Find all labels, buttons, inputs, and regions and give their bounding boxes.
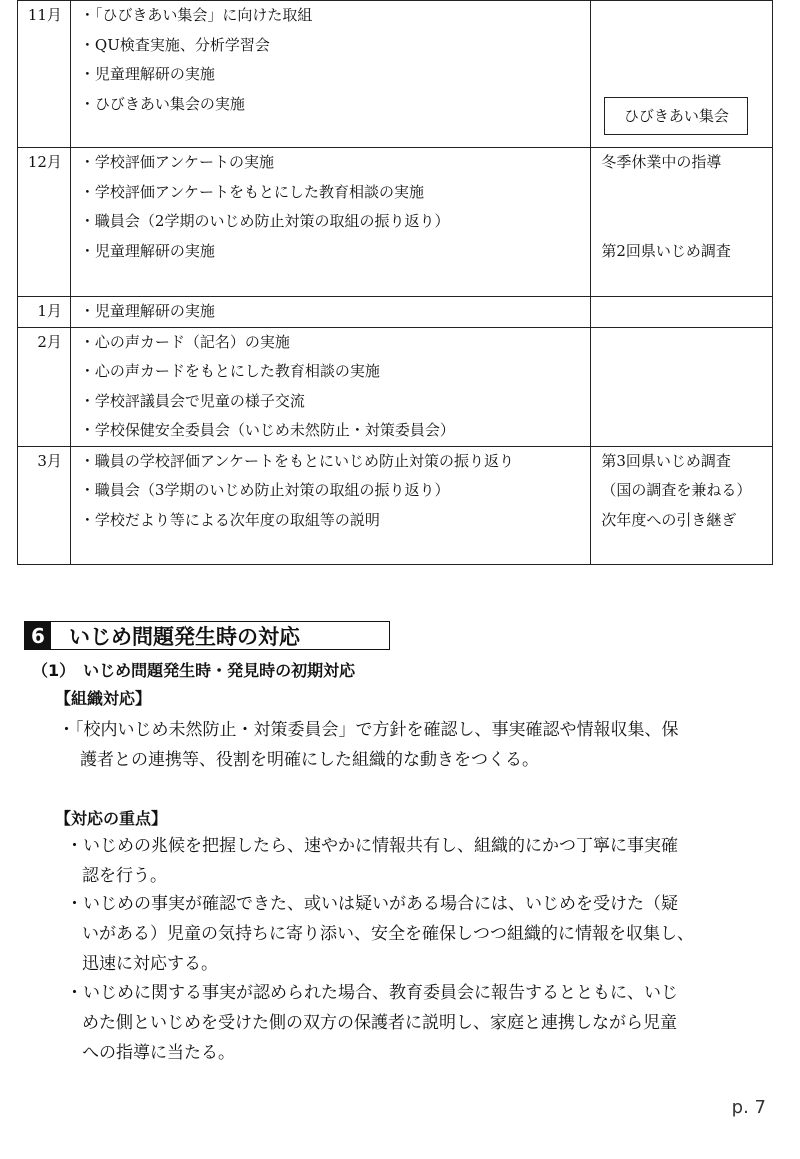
notes-cell bbox=[591, 327, 773, 446]
schedule-table bbox=[17, 0, 773, 565]
note-item: 第2回県いじめ調査 bbox=[601, 241, 731, 260]
notes-cell bbox=[591, 1, 773, 148]
table-row bbox=[18, 327, 773, 446]
month-label: 3月 bbox=[37, 451, 62, 470]
month-cell bbox=[18, 327, 71, 446]
note-item bbox=[601, 178, 772, 208]
section-number: 6 bbox=[25, 622, 51, 649]
activity-item: ・児童理解研の実施 bbox=[79, 302, 215, 320]
boxed-note: ひびきあい集会 bbox=[604, 97, 748, 135]
page-number: p. 7 bbox=[731, 1097, 766, 1118]
focus-text-line: ・いじめに関する事実が認められた場合、教育委員会に報告するとともに、いじ bbox=[66, 983, 678, 1003]
activity-item: ・職員会（2学期のいじめ防止対策の取組の振り返り） bbox=[79, 212, 450, 230]
activity-item: ・職員の学校評価アンケートをもとにいじめ防止対策の振り返り bbox=[79, 451, 515, 470]
activity-item: ・ひびきあい集会の実施 bbox=[79, 94, 245, 113]
activity-item: ・心の声カード（記名）の実施 bbox=[79, 332, 290, 351]
activity-item: ・職員会（3学期のいじめ防止対策の取組の振り返り） bbox=[79, 481, 450, 499]
focus-item bbox=[66, 978, 678, 1068]
note-item: 次年度への引き継ぎ bbox=[601, 510, 737, 529]
section-heading bbox=[24, 621, 390, 650]
focus-text-line: いがある）児童の気持ちに寄り添い、安全を確保しつつ組織的に情報を収集し、 bbox=[82, 924, 694, 944]
note-item: 第3回県いじめ調査 bbox=[601, 451, 731, 470]
activity-item: ・学校評議員会で児童の様子交流 bbox=[79, 391, 305, 410]
month-label: 2月 bbox=[37, 332, 62, 351]
table-row bbox=[18, 446, 773, 564]
focus-text-line: めた側といじめを受けた側の双方の保護者に説明し、家庭と連携しながら児童 bbox=[82, 1013, 677, 1033]
activity-item: ・QU検査実施、分析学習会 bbox=[79, 35, 270, 54]
activities-cell bbox=[70, 446, 590, 564]
note-item: 冬季休業中の指導 bbox=[601, 153, 722, 171]
note-item bbox=[601, 207, 772, 237]
activity-item: ・学校だより等による次年度の取組等の説明 bbox=[79, 510, 380, 529]
org-text-line: ・「校内いじめ未然防止・対策委員会」で方針を確認し、事実確認や情報収集、保 bbox=[58, 720, 679, 740]
activity-item: ・「ひびきあい集会」に向けた取組 bbox=[79, 6, 313, 24]
month-cell bbox=[18, 1, 71, 148]
activity-item: ・学校評価アンケートの実施 bbox=[79, 153, 275, 171]
note-item: （国の調査を兼ねる） bbox=[601, 481, 752, 499]
activity-item: ・学校保健安全委員会（いじめ未然防止・対策委員会） bbox=[79, 421, 455, 439]
activity-item: ・学校評価アンケートをもとにした教育相談の実施 bbox=[79, 182, 425, 201]
month-cell bbox=[18, 148, 71, 297]
activities-cell bbox=[70, 297, 590, 328]
focus-item bbox=[66, 831, 678, 891]
subsection-heading: （1） いじめ問題発生時・発見時の初期対応 bbox=[32, 661, 356, 680]
table-row bbox=[18, 1, 773, 148]
activities-cell bbox=[70, 327, 590, 446]
activities-cell bbox=[70, 1, 590, 148]
activities-cell bbox=[70, 148, 590, 297]
focus-text-line: 迅速に対応する。 bbox=[82, 954, 218, 974]
month-label: 12月 bbox=[27, 153, 62, 171]
month-label: 11月 bbox=[27, 6, 62, 24]
org-text-line: 護者との連携等、役割を明確にした組織的な動きをつくる。 bbox=[80, 750, 539, 770]
section-title: いじめ問題発生時の対応 bbox=[69, 624, 300, 649]
focus-text-line: への指導に当たる。 bbox=[82, 1043, 235, 1063]
table-row bbox=[18, 297, 773, 328]
activity-item: ・児童理解研の実施 bbox=[79, 241, 215, 260]
org-paragraph bbox=[58, 715, 679, 775]
notes-cell bbox=[591, 297, 773, 328]
focus-text-line: 認を行う。 bbox=[82, 866, 167, 886]
org-heading: 【組織対応】 bbox=[55, 689, 152, 708]
month-label: 1月 bbox=[37, 302, 62, 320]
focus-text-line: ・いじめの事実が確認できた、或いは疑いがある場合には、いじめを受けた（疑 bbox=[66, 894, 678, 914]
month-cell bbox=[18, 446, 71, 564]
activity-item: ・心の声カードをもとにした教育相談の実施 bbox=[79, 362, 380, 380]
table-row bbox=[18, 148, 773, 297]
month-cell bbox=[18, 297, 71, 328]
notes-cell bbox=[591, 148, 773, 297]
focus-heading: 【対応の重点】 bbox=[55, 809, 168, 828]
focus-item bbox=[66, 889, 694, 979]
activity-item: ・児童理解研の実施 bbox=[79, 65, 215, 83]
focus-text-line: ・いじめの兆候を把握したら、速やかに情報共有し、組織的にかつ丁寧に事実確 bbox=[66, 836, 678, 856]
notes-cell bbox=[591, 446, 773, 564]
